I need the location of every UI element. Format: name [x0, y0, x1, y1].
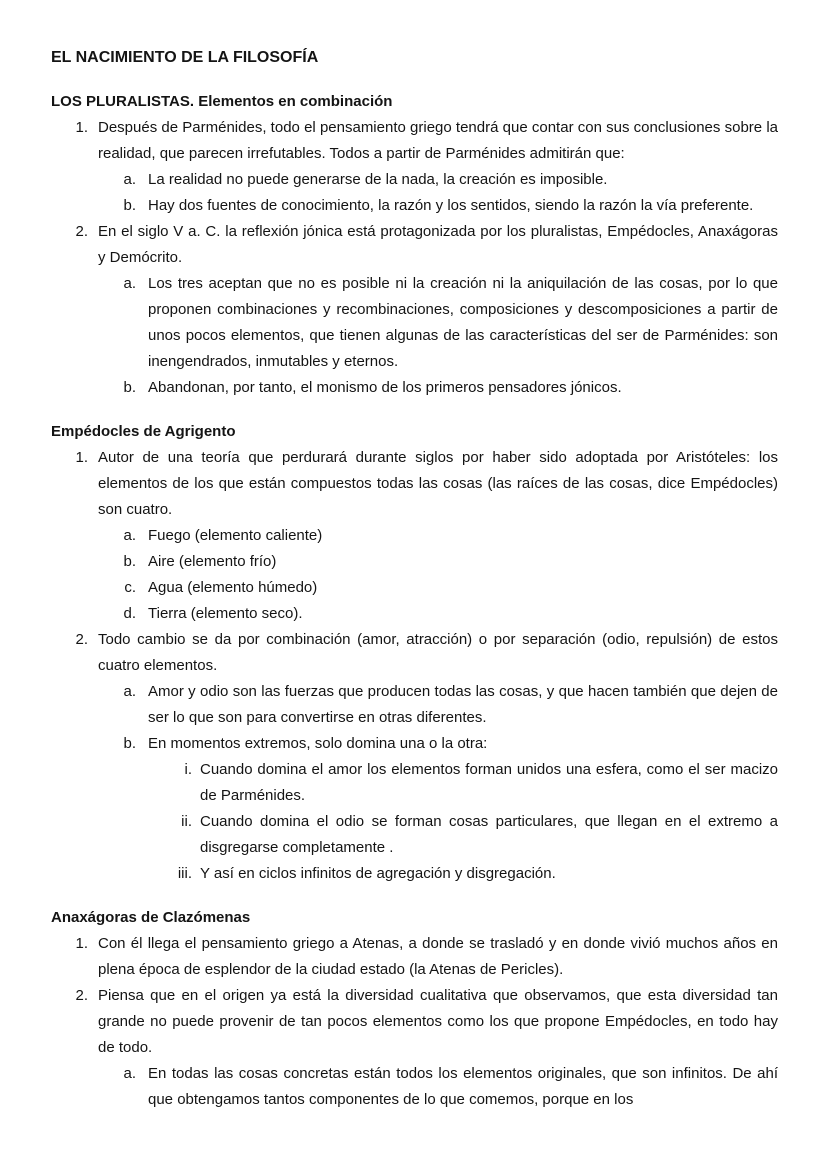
- list-item: [51, 219, 778, 271]
- list-text: Tierra (elemento seco).: [148, 605, 303, 622]
- section-anaxagoras: [51, 905, 778, 1113]
- list-marker: 2.: [75, 987, 88, 1004]
- list-subitem: [51, 271, 778, 375]
- list-marker: b.: [123, 379, 136, 396]
- section-pluralistas: [51, 89, 778, 401]
- list-text: Fuego (elemento caliente): [148, 527, 323, 544]
- list-text: La realidad no puede generarse de la nada, la creación es imposible.: [148, 171, 608, 188]
- list-marker: 2.: [75, 223, 88, 240]
- list-marker: a.: [123, 683, 136, 700]
- list-text: Los tres aceptan que no es posible ni la creación ni la aniquilación de las cosas, por lo que proponen combinaciones y recombinaciones, composiciones y descomposiciones a partir de unos pocos elementos, que tienen algunas de las características del ser de Parménides: son inengendrados, inmutables y eternos.: [148, 275, 778, 370]
- list-item: [51, 931, 778, 983]
- list-subitem: [51, 193, 778, 219]
- list-subsubitem: [51, 757, 778, 809]
- list-text: Abandonan, por tanto, el monismo de los primeros pensadores jónicos.: [148, 379, 622, 396]
- list-item: [51, 445, 778, 523]
- section-heading-anaxagoras: Anaxágoras de Clazómenas: [51, 909, 251, 926]
- list-marker: ii.: [181, 813, 192, 830]
- list-subitem: [51, 375, 778, 401]
- list-text: Después de Parménides, todo el pensamiento griego tendrá que contar con sus conclusiones sobre la realidad, que parecen irrefutables. Todos a partir de Parménides admitirán que:: [98, 119, 778, 162]
- list-marker: a.: [123, 171, 136, 188]
- list-subitem: [51, 731, 778, 757]
- list-text: Autor de una teoría que perdurará durante siglos por haber sido adoptada por Aristóteles: los elementos de los que están compuestos todas las cosas (las raíces de las cosas, dice Empédocles) son cuatro.: [98, 449, 778, 518]
- list-marker: a.: [123, 275, 136, 292]
- list-text: Amor y odio son las fuerzas que producen todas las cosas, y que hacen también que dejen de ser lo que son para convertirse en otras diferentes.: [148, 683, 778, 726]
- list-marker: 1.: [75, 935, 88, 952]
- list-subitem: [51, 1061, 778, 1113]
- list-text: Hay dos fuentes de conocimiento, la razón y los sentidos, siendo la razón la vía preferente.: [148, 197, 754, 214]
- list-subitem: [51, 679, 778, 731]
- list-item: [51, 627, 778, 679]
- list-text: Cuando domina el odio se forman cosas particulares, que llegan en el extremo a disgregarse completamente .: [200, 813, 778, 856]
- list-text: Agua (elemento húmedo): [148, 579, 318, 596]
- list-text: Todo cambio se da por combinación (amor, atracción) o por separación (odio, repulsión) de estos cuatro elementos.: [98, 631, 778, 674]
- list-subsubitem: [51, 861, 778, 887]
- list-marker: 1.: [75, 119, 88, 136]
- list-subitem: [51, 575, 778, 601]
- list-text: Aire (elemento frío): [148, 553, 277, 570]
- list-marker: 1.: [75, 449, 88, 466]
- list-text: En momentos extremos, solo domina una o la otra:: [148, 735, 488, 752]
- list-text: En el siglo V a. C. la reflexión jónica está protagonizada por los pluralistas, Empédocles, Anaxágoras y Demócrito.: [98, 223, 778, 266]
- list-marker: b.: [123, 197, 136, 214]
- list-subsubitem: [51, 809, 778, 861]
- list-subitem: [51, 523, 778, 549]
- list-text: Piensa que en el origen ya está la diversidad cualitativa que observamos, que esta diversidad tan grande no puede provenir de tan pocos elementos como los que propone Empédocles, en todo hay de todo.: [98, 987, 778, 1056]
- list-marker: a.: [123, 527, 136, 544]
- list-text: En todas las cosas concretas están todos los elementos originales, que son infinitos. De ahí que obtengamos tantos componentes de lo que comemos, porque en los: [148, 1065, 778, 1108]
- list-text: Y así en ciclos infinitos de agregación y disgregación.: [200, 865, 556, 882]
- list-marker: 2.: [75, 631, 88, 648]
- list-marker: i.: [184, 761, 192, 778]
- document-title: EL NACIMIENTO DE LA FILOSOFÍA: [51, 49, 319, 66]
- list-item: [51, 115, 778, 167]
- list-marker: c.: [124, 579, 136, 596]
- list-marker: a.: [123, 1065, 136, 1082]
- list-subitem: [51, 167, 778, 193]
- section-empedocles: [51, 419, 778, 887]
- section-heading-empedocles: Empédocles de Agrigento: [51, 423, 236, 440]
- list-marker: b.: [123, 553, 136, 570]
- list-subitem: [51, 601, 778, 627]
- list-marker: d.: [123, 605, 136, 622]
- list-item: [51, 983, 778, 1061]
- list-marker: b.: [123, 735, 136, 752]
- list-text: Cuando domina el amor los elementos forman unidos una esfera, como el ser macizo de Parménides.: [200, 761, 778, 804]
- list-marker: iii.: [177, 865, 192, 882]
- section-heading-pluralistas: LOS PLURALISTAS. Elementos en combinación: [51, 93, 393, 110]
- list-subitem: [51, 549, 778, 575]
- list-text: Con él llega el pensamiento griego a Atenas, a donde se trasladó y en donde vivió muchos años en plena época de esplendor de la ciudad estado (la Atenas de Pericles).: [98, 935, 778, 978]
